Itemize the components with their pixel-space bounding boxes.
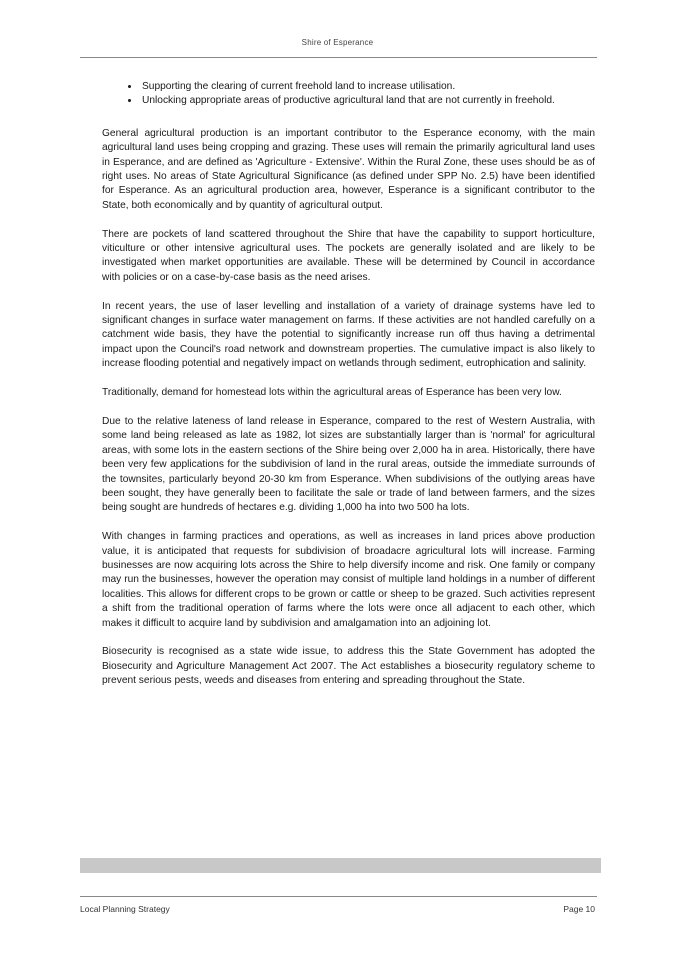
footer-document-title: Local Planning Strategy [80,904,170,914]
header-divider [80,57,597,58]
bullet-list [102,80,595,109]
document-body [102,80,595,703]
paragraph-intensive-agriculture: There are pockets of land scattered throughout the Shire that have the capability to support horticulture, viticulture or other intensive agricultural uses. The pockets are generally isolated and are likely to be investigated when market opportunities are available. These will be determined by Council in accordance with policies or on a case-by-case basis as the need arises. [102,228,595,283]
footer-page-number: Page 10 [563,904,595,914]
paragraph-homestead-lots: Traditionally, demand for homestead lots within the agricultural areas of Esperance has been very low. [102,387,562,399]
footer-divider [80,896,597,897]
paragraph-biosecurity: Biosecurity is recognised as a state wide issue, to address this the State Government has adopted the Biosecurity and Agriculture Management Act 2007. The Act establishes a biosecurity regulatory scheme to prevent serious pests, weeds and diseases from entering and spreading throughout the State. [102,646,595,687]
paragraph-farming-changes: With changes in farming practices and operations, as well as increases in land prices above production value, it is anticipated that requests for subdivision of broadacre agricultural lots will increase. Farming businesses are now acquiring lots across the Shire to help diversify income and risk. One family or company may run the businesses, however the operation may consist of multiple land holdings in a number of different localities. This allows for different crops to be grown or cattle or sheep to be grazed. Such activities represent a shift from the traditional operation of farms where the lots were once all adjacent to each other, which makes it difficult to acquire land by subdivision and amalgamation into an adjoining lot. [102,531,595,629]
page-header: Shire of Esperance [301,38,374,47]
bullet-item: • Unlocking appropriate areas of productive agricultural land that are not currently in freehold. [140,94,595,108]
paragraph-surface-water: In recent years, the use of laser levelling and installation of a variety of drainage systems have led to significant changes in surface water management on farms. If these activities are not handled carefully on a catchment wide basis, they have the potential to significantly increase run off thus having a detrimental impact upon the Council's road network and downstream properties. The cumulative impact is also likely to increase flooding potential and negatively impact on wetlands through sediment, eutrophication and salinity. [102,300,595,370]
bullet-item: • Supporting the clearing of current freehold land to increase utilisation. [140,80,595,94]
paragraph-agricultural-production: General agricultural production is an important contributor to the Esperance economy, with the main agricultural land uses being cropping and grazing. These uses will remain the primarily agricultural land uses in Esperance, and are defined as 'Agriculture - Extensive'. Within the Rural Zone, these uses should be as of right uses. No areas of State Agricultural Significance (as defined under SPP No. 2.5) have been identified for Esperance. As an agricultural production area, however, Esperance is a significant contributor to the State, both economically and by quantity of agricultural output. [102,127,595,211]
section-band [80,858,601,873]
paragraph-lot-sizes: Due to the relative lateness of land release in Esperance, compared to the rest of Western Australia, with some land being released as late as 1982, lot sizes are substantially larger than is 'normal' for agricultural areas, with some lots in the eastern sections of the Shire being over 2,000 ha in area. Historically, there have been very few applications for the subdivision of land in the rural areas, outside the immediate surrounds of the townsites, particularly beyond 20-30 km from Esperance. When subdivisions of the outlying areas have been sought, they have generally been to facilitate the sale or trade of land between farmers, and the sizes being sought are hundreds of hectares e.g. dividing 1,000 ha into two 500 ha lots. [102,415,595,514]
